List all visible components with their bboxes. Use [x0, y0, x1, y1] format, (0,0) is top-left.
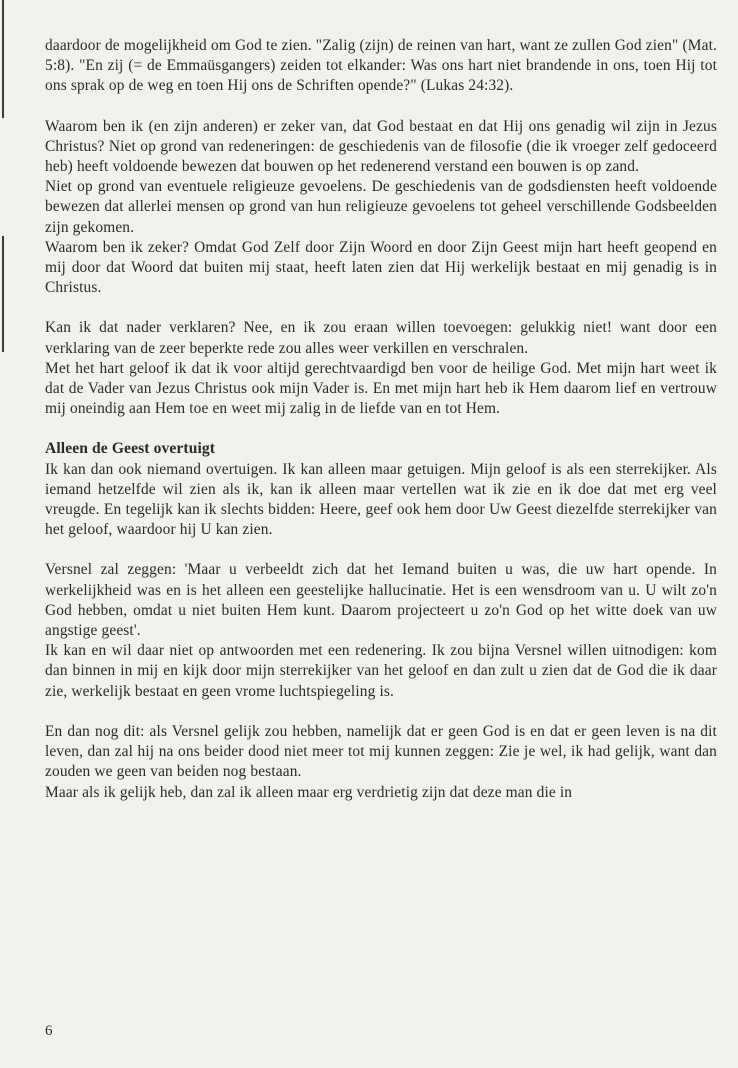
paragraph: Waarom ben ik (en zijn anderen) er zeker van, dat God bestaat en dat Hij ons genadig wil zijn in Jezus Christus? Niet op grond van redeneringen: de geschiedenis van de filosofie (die ik vroeger zelf gedoceerd heb) heeft voldoende bewezen dat bouwen op het redenerend verstand een bouwen is op zand. [45, 117, 717, 176]
paragraph: Niet op grond van eventuele religieuze gevoelens. De geschiedenis van de godsdiensten heeft voldoende bewezen dat allerlei mensen op grond van hun religieuze gevoelens tot geheel verschillende Godsbeelden zijn gekomen. [45, 178, 717, 236]
paragraph: Met het hart geloof ik dat ik voor altijd gerechtvaardigd ben voor de heilige God. Met mijn hart weet ik dat de Vader van Jezus Christus ook mijn Vader is. En met mijn hart heb ik Hem daarom lief en vertrouw mij oneindig aan Hem toe en weet mij zalig in de liefde van en tot Hem. [45, 359, 717, 418]
paragraph: Ik kan en wil daar niet op antwoorden met een redenering. Ik zou bijna Versnel willen uitnodigen: kom dan binnen in mij en kijk door mijn sterrekijker van het geloof en dan zult u zien dat de God die ik daar zie, werkelijk bestaat en geen vrome luchtspiegeling is. [45, 642, 717, 700]
paragraph: daardoor de mogelijkheid om God te zien. "Zalig (zijn) de reinen van hart, want ze zullen God zien" (Mat. 5:8). "En zij (= de Emmaüsgangers) zeiden tot elkander: Was ons hart niet brandende in ons, toen Hij tot ons sprak op de weg en toen Hij ons de Schriften opende?" (Lukas 24:32). [45, 37, 717, 95]
page-body [45, 36, 717, 803]
paragraph: Versnel zal zeggen: 'Maar u verbeeldt zich dat het Iemand buiten u was, die uw hart opende. In werkelijkheid was en is het alleen een geestelijke hallucinatie. Het is een wensdroom van u. U wilt zo'n God hebben, omdat u niet buiten Hem kunt. Daarom projecteert u zo'n God op het witte doek van uw angstige geest'. [45, 561, 717, 640]
paragraph: Waarom ben ik zeker? Omdat God Zelf door Zijn Woord en door Zijn Geest mijn hart heeft geopend en mij door dat Woord dat buiten mij staat, heeft laten zien dat Hij werkelijk bestaat en mij genadig is in Christus. [45, 238, 717, 297]
page-number: 6 [45, 1023, 53, 1039]
paragraph: En dan nog dit: als Versnel gelijk zou hebben, namelijk dat er geen God is en dat er geen leven is na dit leven, dan zal hij na ons beider dood niet meer tot mij kunnen zeggen: Zie je wel, ik had gelijk, want dan zouden we geen van beiden nog bestaan. [45, 722, 717, 781]
left-edge-mark-lower [2, 236, 4, 352]
section-heading: Alleen de Geest overtuigt [45, 440, 216, 458]
paragraph: Ik kan dan ook niemand overtuigen. Ik kan alleen maar getuigen. Mijn geloof is als een sterrekijker. Als iemand hetzelfde wil zien als ik, kan ik alleen maar vertellen wat ik zie en ik doe dat met erg veel vreugde. En tegelijk kan ik slechts bidden: Heere, geef ook hem door Uw Geest diezelfde sterrekijker van het geloof, waardoor hij U kan zien. [45, 460, 717, 539]
paragraph: Kan ik dat nader verklaren? Nee, en ik zou eraan willen toevoegen: gelukkig niet! want door een verklaring van de zeer beperkte rede zou alles weer verkillen en verschralen. [45, 319, 717, 357]
left-edge-mark-upper [2, 0, 4, 118]
paragraph: Maar als ik gelijk heb, dan zal ik alleen maar erg verdrietig zijn dat deze man die in [45, 783, 573, 801]
